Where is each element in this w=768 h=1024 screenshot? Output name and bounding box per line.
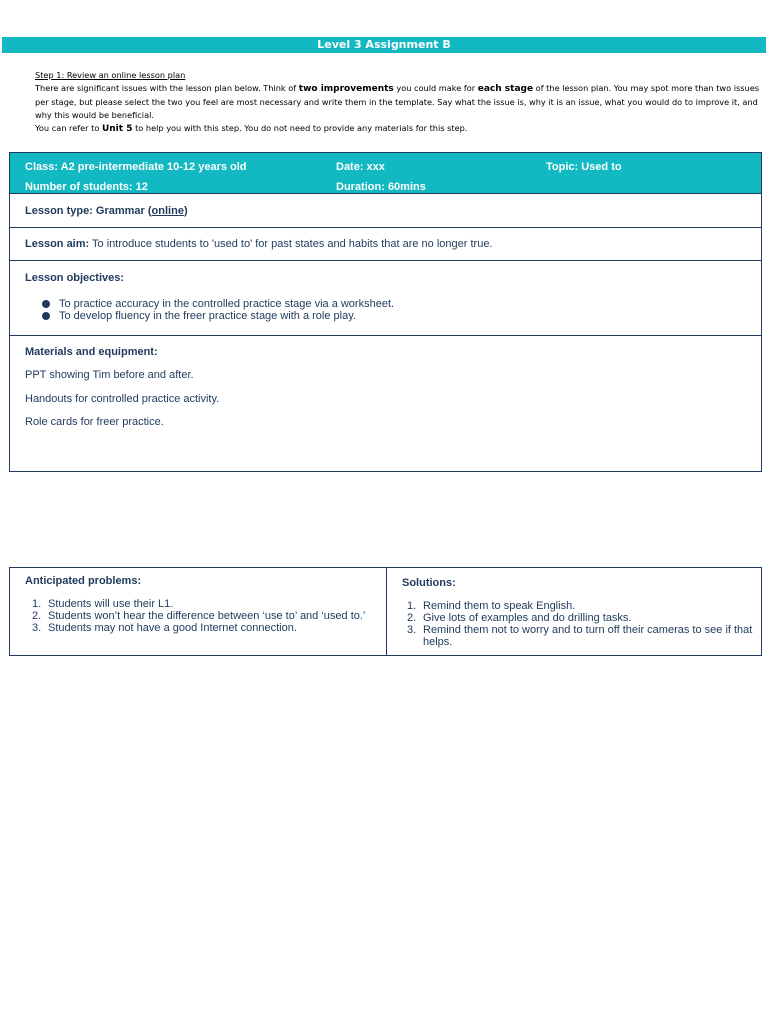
solutions-label: Solutions:	[402, 577, 456, 589]
class-info: Class: A2 pre-intermediate 10-12 years old	[25, 161, 247, 173]
materials-label: Materials and equipment:	[25, 346, 158, 358]
list-item: Handouts for controlled practice activity.	[25, 393, 220, 405]
objectives-label: Lesson objectives:	[25, 272, 125, 284]
instructions-paragraph-2: You can refer to Unit 5 to help you with this step. You do not need to provide any materials for this step.	[35, 123, 468, 134]
list-item: 2. Give lots of examples and do drilling tasks.	[407, 612, 632, 624]
list-item: 2. Students won’t hear the difference between ‘use to’ and ‘used to.’	[32, 610, 366, 622]
anticipated-problems-column	[10, 568, 387, 655]
lesson-plan-header	[9, 152, 762, 193]
list-item: 3. Students may not have a good Internet connection.	[32, 622, 297, 634]
objectives-row	[10, 261, 761, 336]
lesson-aim: Lesson aim: To introduce students to 'used to' for past states and habits that are no longer true.	[25, 238, 493, 250]
list-item: To develop fluency in the freer practice stage with a role play.	[42, 310, 394, 322]
step-heading: Step 1: Review an online lesson plan	[35, 70, 186, 80]
list-item: 3. Remind them not to worry and to turn off their cameras to see if that helps.	[407, 624, 753, 648]
lesson-aim-row	[10, 228, 761, 261]
lesson-plan-table	[9, 193, 762, 472]
instructions	[35, 69, 763, 136]
duration-info: Duration: 60mins	[336, 181, 426, 193]
solutions-list	[407, 600, 757, 648]
topic-info: Topic: Used to	[546, 161, 622, 173]
materials-row	[10, 336, 761, 471]
lesson-type-row	[10, 194, 761, 228]
solutions-column	[387, 568, 761, 655]
online-link[interactable]: online	[151, 205, 184, 217]
list-item: To practice accuracy in the controlled practice stage via a worksheet.	[42, 298, 394, 310]
instructions-paragraph-1: There are significant issues with the lesson plan below. Think of two improvements you could make for each stage of the lesson plan. You may spot more than two issues per stage, but please select the two you feel are most necessary and write them in the template. Say what the issue is, why it is an issue, what you would do to improve it, and why this would be beneficial.	[35, 83, 760, 120]
page-title: Level 3 Assignment B	[2, 37, 766, 53]
objectives-list	[42, 298, 394, 322]
list-item: 1. Students will use their L1.	[32, 598, 174, 610]
students-info: Number of students: 12	[25, 181, 148, 193]
problems-solutions-table	[9, 567, 762, 656]
problems-list	[32, 598, 377, 634]
date-info: Date: xxx	[336, 161, 385, 173]
list-item: Role cards for freer practice.	[25, 416, 164, 428]
list-item: PPT showing Tim before and after.	[25, 369, 194, 381]
list-item: 1. Remind them to speak English.	[407, 600, 576, 612]
lesson-type: Lesson type: Grammar (online)	[25, 205, 188, 217]
problems-label: Anticipated problems:	[25, 575, 142, 587]
